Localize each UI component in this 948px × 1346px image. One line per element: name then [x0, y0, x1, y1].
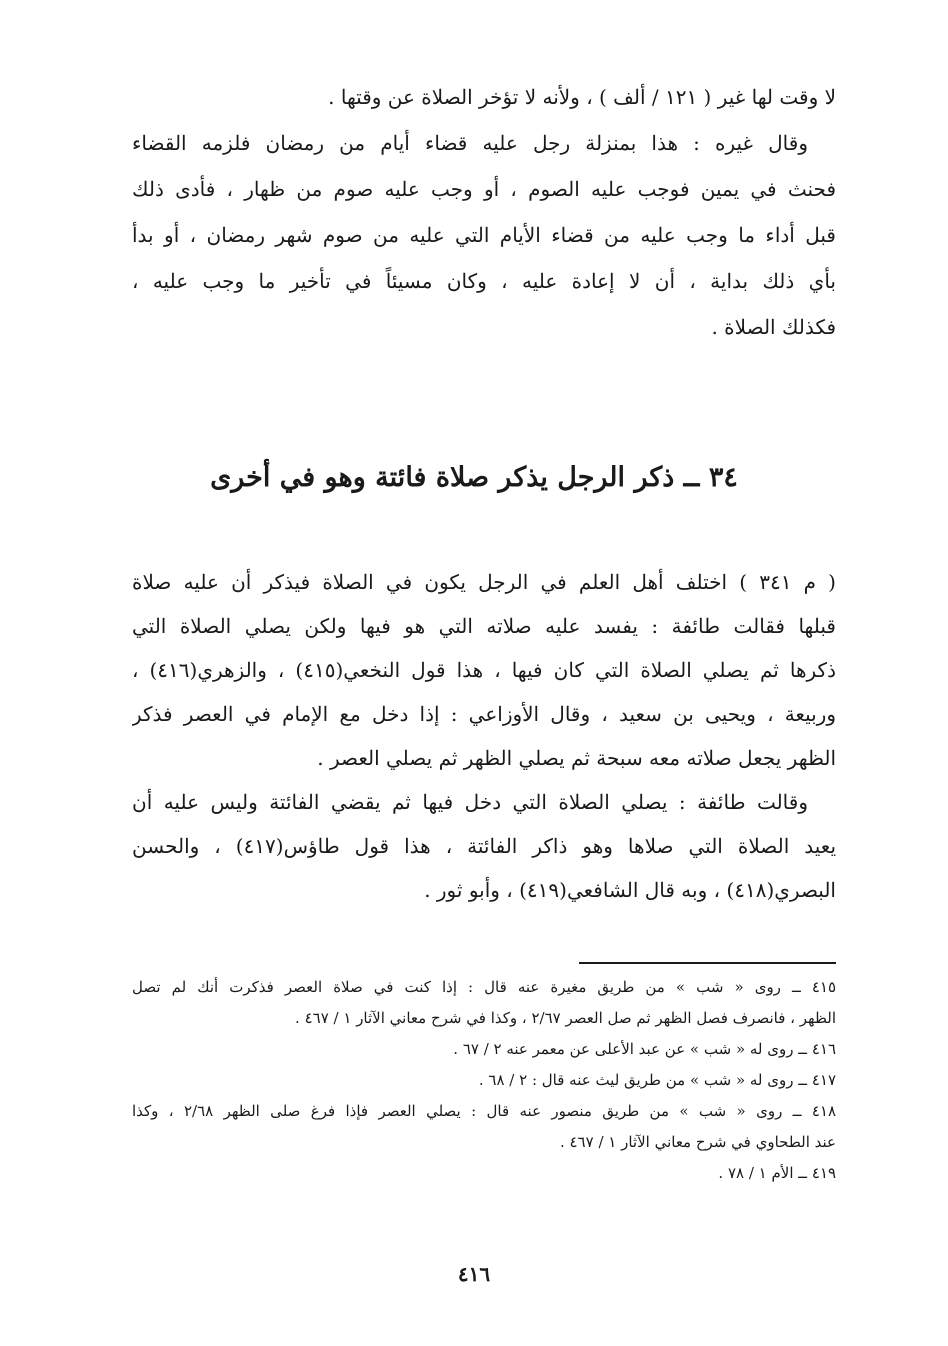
text-line: بأي ذلك بداية ، أن لا إعادة عليه ، وكان مسيئاً في تأخير ما وجب عليه ،	[132, 269, 836, 293]
text-line: وربيعة ، ويحيى بن سعيد ، وقال الأوزاعي : إذا دخل مع الإمام في العصر فذكر	[132, 702, 836, 726]
text-line: ذكرها ثم يصلي الصلاة التي كان فيها ، هذا قول النخعي(٤١٥) ، والزهري(٤١٦) ،	[132, 658, 836, 682]
text-line: لا وقت لها غير ( ١٢١ / ألف ) ، ولأنه لا تؤخر الصلاة عن وقتها .	[328, 85, 836, 109]
text-line: الظهر يجعل صلاته معه سبحة ثم يصلي الظهر ثم يصلي العصر .	[317, 746, 836, 770]
footnote-line: عند الطحاوي في شرح معاني الآثار ١ / ٤٦٧ .	[559, 1133, 836, 1151]
footnote-divider	[579, 962, 836, 964]
footnote-line: ٤١٩ ــ الأم ١ / ٧٨ .	[718, 1164, 836, 1182]
text-line: فحنث في يمين فوجب عليه الصوم ، أو وجب عليه صوم من ظهار ، فأدى ذلك	[132, 177, 836, 201]
text-line: ( م ٣٤١ ) اختلف أهل العلم في الرجل يكون في الصلاة فيذكر أن عليه صلاة	[132, 570, 836, 594]
page-number: ٤١٦	[457, 1262, 491, 1286]
text-line: فكذلك الصلاة .	[711, 315, 836, 339]
text-line: البصري(٤١٨) ، وبه قال الشافعي(٤١٩) ، وأبو ثور .	[424, 878, 836, 902]
text-line: وقالت طائفة : يصلي الصلاة التي دخل فيها ثم يقضي الفائتة وليس عليه أن	[132, 790, 808, 814]
footnote-line: ٤١٧ ــ روى له « شب » من طريق ليث عنه قال : ٢ / ٦٨ .	[478, 1071, 836, 1089]
text-line: قبلها فقالت طائفة : يفسد عليه صلاته التي هو فيها ولكن يصلي الصلاة التي	[132, 614, 836, 638]
chapter-heading: ٣٤ ــ ذكر الرجل يذكر صلاة فائتة وهو في أخرى	[210, 462, 738, 493]
footnote-line: الظهر ، فانصرف فصل الظهر ثم صل العصر ٢/٦٧ ، وكذا في شرح معاني الآثار ١ / ٤٦٧ .	[295, 1009, 836, 1027]
text-line: وقال غيره : هذا بمنزلة رجل عليه قضاء أيام من رمضان فلزمه القضاء	[132, 131, 808, 155]
footnote-line: ٤١٦ ــ روى له « شب » عن عبد الأعلى عن معمر عنه ٢ / ٦٧ .	[453, 1040, 836, 1058]
text-line: قبل أداء ما وجب عليه من قضاء الأيام التي عليه من صوم شهر رمضان ، أو بدأ	[132, 223, 836, 247]
footnote-line: ٤١٨ ــ روى « شب » من طريق منصور عنه قال : يصلي العصر فإذا فرغ صلى الظهر ٢/٦٨ ، وكذا	[132, 1102, 836, 1120]
intro-paragraph	[132, 74, 836, 350]
footnote-line: ٤١٥ ــ روى « شب » من طريق مغيرة عنه قال : إذا كنت في صلاة العصر فذكرت أنك لم تصل	[132, 978, 836, 996]
section-paragraph	[132, 560, 836, 912]
footnotes	[132, 972, 836, 1189]
text-line: يعيد الصلاة التي صلاها وهو ذاكر الفائتة ، هذا قول طاؤس(٤١٧) ، والحسن	[132, 834, 836, 858]
